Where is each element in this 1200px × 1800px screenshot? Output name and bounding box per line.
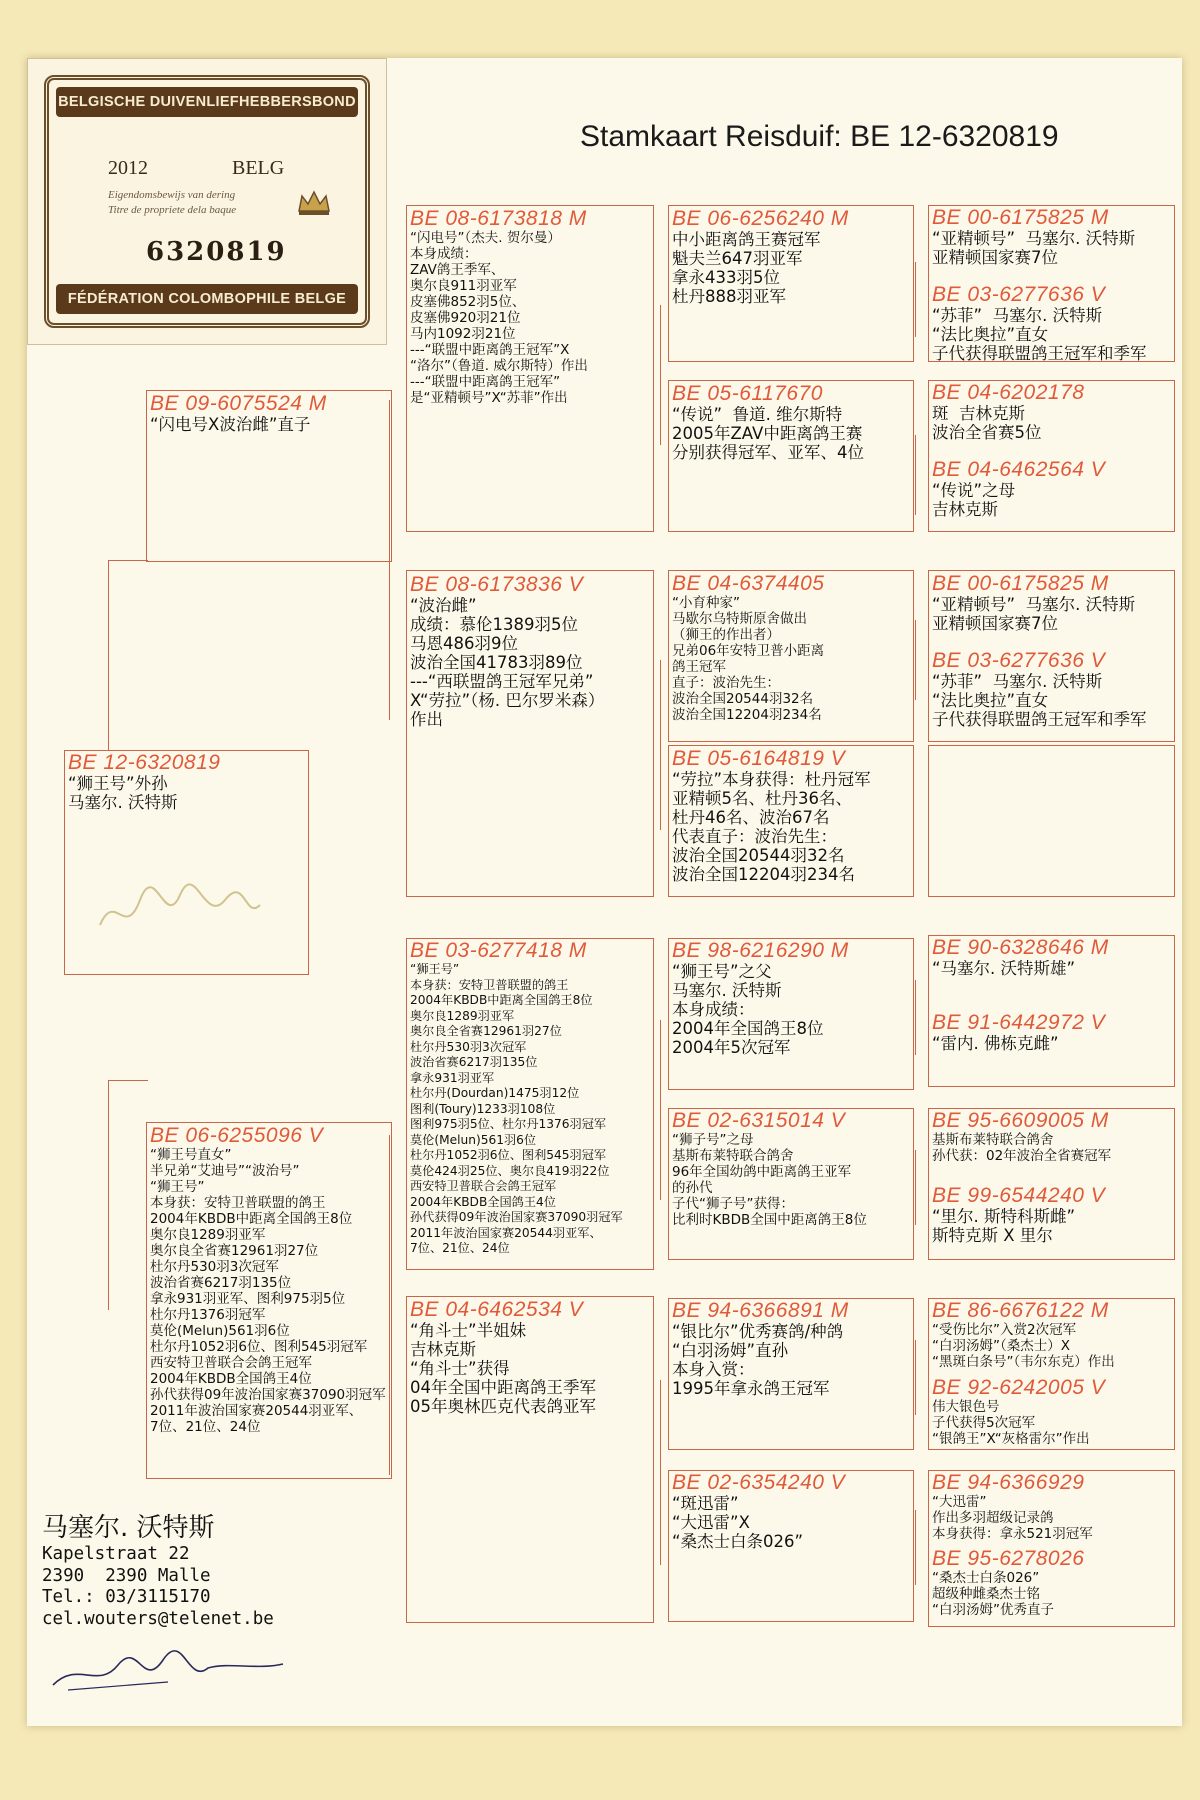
ownership-certificate [27, 58, 387, 345]
fm-entry [410, 574, 604, 729]
pigeon-notes: 基斯布莱特联合鸽舍 孙代获：02年波治全省赛冠军 [932, 1132, 1112, 1164]
pigeon-notes: “苏菲” 马塞尔. 沃特斯 “法比奥拉”直女 子代获得联盟鸽王冠军和季军 [932, 672, 1147, 729]
pigeon-notes: “传说” 鲁道. 维尔斯特 2005年ZAV中距离鸽王赛 分别获得冠军、亚军、4位 [672, 405, 864, 462]
connector-line [915, 980, 916, 1055]
connector-line [915, 1150, 916, 1225]
breeder-name: 马塞尔. 沃特斯 [42, 1513, 215, 1543]
signature [95, 870, 265, 950]
connector-line [660, 305, 661, 445]
breeder-city: 2390 2390 Malle [42, 1565, 211, 1586]
ring-number: BE 08-6173818 M [410, 207, 587, 230]
pigeon-notes: “银比尔”优秀赛鸽/种鸽 “白羽汤姆”直孙 本身入赏： 1995年拿永鸽王冠军 [672, 1322, 844, 1398]
ring-number: BE 04-6202178 [932, 381, 1085, 404]
mff-entry [672, 940, 849, 1057]
father-entry [150, 393, 327, 434]
ring-number: BE 05-6164819 V [672, 747, 846, 770]
ring-number: BE 02-6354240 V [672, 1471, 846, 1494]
mmf-entry [672, 1300, 849, 1398]
gen4-entry [932, 1185, 1105, 1245]
fff-entry [672, 208, 849, 306]
ring-number: BE 86-6676122 M [932, 1299, 1109, 1322]
pigeon-notes: “狮王号直女” 半兄弟“艾迪号”“波治号” “狮王号” 本身获：安特卫普联盟的鸽王 2004年KBDB中距离全国鸽王8位 奥尔良1289羽亚军 奥尔良全省赛12961羽27位 杜尔丹530羽3次冠军 波治省赛6217羽135位 拿永931羽亚军、图利975羽5位 杜尔丹1376羽冠军 莫伦(Melun)561羽6位 杜尔丹1052羽6位、图利545羽冠军 西安特卫普联合会鸽王冠军 2004年KBDB全国鸽王4位 孙代获得09年波治国家赛37090羽冠军 2011年波治国家赛20544羽亚军、 7位、21位、24位 [150, 1147, 386, 1435]
connector-line [108, 1080, 109, 1310]
subject-entry [68, 752, 220, 812]
ring-number: BE 03-6277636 V [932, 283, 1106, 306]
mf-entry [410, 940, 623, 1257]
pigeon-notes: “马塞尔. 沃特斯雄” [932, 959, 1076, 978]
ring-number: BE 12-6320819 [68, 751, 221, 774]
ring-number: BE 06-6255096 V [150, 1124, 324, 1147]
connector-line [660, 1020, 661, 1200]
certificate-year: 2012 [108, 157, 148, 179]
breeder-street: Kapelstraat 22 [42, 1544, 190, 1564]
pigeon-notes: “狮王号” 本身获：安特卫普联盟的鸽王 2004年KBDB中距离全国鸽王8位 奥尔良1289羽亚军 奥尔良全省赛12961羽27位 杜尔丹530羽3次冠军 波治省赛6217羽135位 拿永931羽亚军 杜尔丹(Dourdan)1475羽12位 图利(Toury)1233羽108位 图利975羽5位、杜尔丹1376羽冠军 莫伦(Melun)561羽6位 杜尔丹1052羽6位、图利545羽冠军 莫伦424羽25位、奥尔良419羽22位 西安特卫普联合会鸽王冠军 2004年KBDB全国鸽王4位 孙代获得09年波治国家赛37090羽冠军 2011年波治国家赛20544羽亚军、 7位、21位、24位 [410, 962, 623, 1255]
gen4-entry [932, 1472, 1093, 1542]
connector-line [915, 1340, 916, 1415]
ring-number: BE 95-6278026 [932, 1547, 1085, 1570]
pigeon-notes: 斑 吉林克斯 波治全省赛5位 [932, 404, 1042, 442]
connector-line [660, 660, 661, 830]
pigeon-notes: “狮王号”之父 马塞尔. 沃特斯 本身成绩： 2004年全国鸽王8位 2004年5次冠军 [672, 962, 824, 1057]
ring-number: BE 99-6544240 V [932, 1184, 1106, 1207]
ring-number: BE 00-6175825 M [932, 572, 1109, 595]
mother-entry [150, 1125, 386, 1435]
breeder-email: cel.wouters@telenet.be [42, 1608, 274, 1629]
pigeon-notes: “波治雌” 成绩：慕伦1389羽5位 马恩486羽9位 波治全国41783羽89位 ---“西联盟鸽王冠军兄弟” X“劳拉”（杨. 巴尔罗米森） 作出 [410, 596, 605, 729]
certificate-top-band: BELGISCHE DUIVENLIEFHEBBERSBOND [56, 87, 358, 117]
ring-number: BE 92-6242005 V [932, 1376, 1106, 1399]
pigeon-notes: “亚精顿号” 马塞尔. 沃特斯 亚精顿国家赛7位 [932, 229, 1136, 267]
breeder-phone: Tel.: 03/3115170 [42, 1587, 211, 1607]
pigeon-notes: 中小距离鸽王赛冠军 魁夫兰647羽亚军 拿永433羽5位 杜丹888羽亚军 [672, 230, 821, 306]
ring-number: BE 94-6366929 [932, 1471, 1085, 1494]
gen4-entry [932, 459, 1105, 519]
gen4-entry [932, 284, 1147, 363]
pigeon-notes: “小育种家” 马歇尔乌特斯原舍做出 （狮王的作出者） 兄弟06年安特卫普小距离 鸽王冠军 直子：波治先生： 波治全国20544羽32名 波治全国12204羽234名 [672, 595, 825, 723]
gen4-box [928, 745, 1175, 897]
certificate-bottom-band: FÉDÉRATION COLOMBOPHILE BELGE [56, 284, 358, 314]
gen4-entry [932, 382, 1084, 442]
pigeon-notes: “受伤比尔”入赏2次冠军 “白羽汤姆”（桑杰士）X “黑斑白条号”（韦尔东克）作出 [932, 1322, 1115, 1370]
ring-number: BE 90-6328646 M [932, 936, 1109, 959]
ffm-entry [672, 383, 864, 462]
mfm-entry [672, 1110, 867, 1228]
connector-line [915, 1510, 916, 1585]
pigeon-notes: “闪电号”（杰夫. 贺尔曼） 本身成绩： ZAV鸽王季军、 奥尔良911羽亚军 皮塞佛852羽5位、 皮塞佛920羽21位 马内1092羽21位 ---“联盟中距离鸽王冠军”X “洛尔”（鲁道. 威尔斯特）作出 ---“联盟中距离鸽王冠军” 是“亚精顿号”X“苏菲”作出 [410, 230, 588, 406]
ring-number: BE 05-6117670 [672, 382, 823, 405]
pigeon-notes: “桑杰士白条026” 超级种雌桑杰士铭 “白羽汤姆”优秀直子 [932, 1570, 1054, 1618]
pigeon-notes: “传说”之母 吉林克斯 [932, 481, 1016, 519]
ring-number: BE 95-6609005 M [932, 1109, 1109, 1132]
pigeon-notes: “狮子号”之母 基斯布莱特联合鸽舍 96年全国幼鸽中距离鸽王亚军 的孙代 子代“狮子号”获得： 比利时KBDB全国中距离鸽王8位 [672, 1132, 867, 1228]
gen4-entry [932, 573, 1135, 633]
gen4-entry [932, 650, 1147, 729]
gen4-entry [932, 207, 1135, 267]
gen4-entry [932, 937, 1109, 978]
gen4-entry [932, 1377, 1105, 1447]
pigeon-notes: “闪电号X波治雌”直子 [150, 415, 311, 434]
ring-number: BE 00-6175825 M [932, 206, 1109, 229]
ring-number: BE 04-6462564 V [932, 458, 1106, 481]
ring-number: BE 03-6277418 M [410, 939, 587, 962]
pigeon-notes: “苏菲” 马塞尔. 沃特斯 “法比奥拉”直女 子代获得联盟鸽王冠军和季军 [932, 306, 1147, 363]
fmf-entry [672, 573, 824, 723]
ff-entry [410, 208, 588, 406]
pigeon-notes: “角斗士”半姐妹 吉林克斯 “角斗士”获得 04年全国中距离鸽王季军 05年奥林匹克代表鸽亚军 [410, 1321, 596, 1416]
pigeon-notes: “大迅雷” 作出多羽超级记录鸽 本身获得：拿永521羽冠军 [932, 1494, 1093, 1542]
gen4-entry [932, 1300, 1115, 1370]
gen4-entry [932, 1012, 1105, 1053]
connector-line [108, 1080, 148, 1081]
mm-entry [410, 1299, 596, 1416]
connector-line [915, 262, 916, 337]
ring-number: BE 06-6256240 M [672, 207, 849, 230]
connector-line [108, 560, 109, 750]
ring-number: BE 08-6173836 V [410, 573, 584, 596]
breeder-contact [42, 1507, 274, 1630]
ring-number: BE 94-6366891 M [672, 1299, 849, 1322]
ring-number: BE 09-6075524 M [150, 392, 327, 415]
ring-number: BE 98-6216290 M [672, 939, 849, 962]
page-title: Stamkaart Reisduif: BE 12-6320819 [580, 120, 1059, 153]
gen4-entry [932, 1110, 1111, 1164]
ring-number: BE 04-6374405 [672, 572, 825, 595]
certificate-line-1: Eigendomsbewijs van dering [108, 189, 236, 201]
connector-line [660, 1380, 661, 1565]
gen4-entry [932, 1548, 1084, 1618]
ring-number: BE 04-6462534 V [410, 1298, 584, 1321]
mmm-entry [672, 1472, 845, 1551]
pigeon-notes: “雷内. 佛栋克雌” [932, 1034, 1059, 1053]
pigeon-notes: “狮王号”外孙 马塞尔. 沃特斯 [68, 774, 178, 812]
certificate-number: 6320819 [146, 237, 287, 267]
pigeon-notes: 伟大银色号 子代获得5次冠军 “银鸽王”X“灰格雷尔”作出 [932, 1399, 1090, 1447]
connector-line [108, 560, 148, 561]
certificate-country: BELG [232, 157, 285, 179]
connector-line [915, 620, 916, 700]
ring-number: BE 02-6315014 V [672, 1109, 846, 1132]
pigeon-notes: “劳拉”本身获得：杜丹冠军 亚精顿5名、杜丹36名、 杜丹46名、波治67名 代表直子：波治先生： 波治全国20544羽32名 波治全国12204羽234名 [672, 770, 871, 884]
ring-number: BE 03-6277636 V [932, 649, 1106, 672]
crown-icon [296, 187, 332, 217]
breeder-signature [48, 1640, 288, 1700]
pigeon-notes: “亚精顿号” 马塞尔. 沃特斯 亚精顿国家赛7位 [932, 595, 1136, 633]
certificate-line-2: Titre de propriete dela baque [108, 204, 237, 216]
pigeon-notes: “里尔. 斯特科斯雌” 斯特克斯 X 里尔 [932, 1207, 1076, 1245]
pigeon-notes: “斑迅雷” “大迅雷”X “桑杰士白条026” [672, 1494, 804, 1551]
ring-number: BE 91-6442972 V [932, 1011, 1106, 1034]
connector-line [915, 435, 916, 515]
fmm-entry [672, 748, 871, 884]
